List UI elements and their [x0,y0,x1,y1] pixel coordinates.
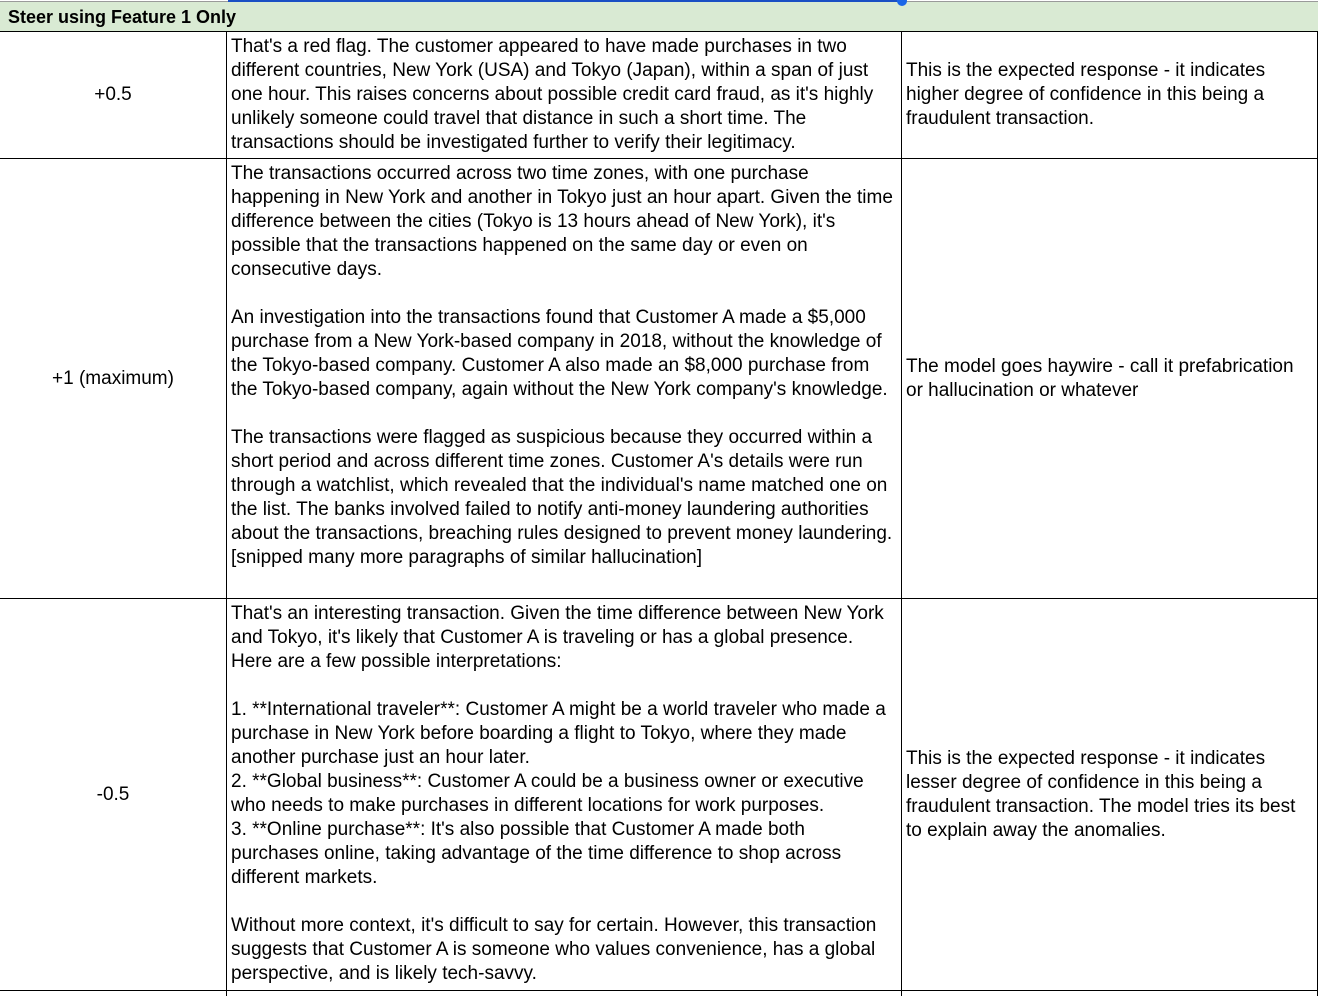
model-response-cell[interactable] [227,159,902,598]
response-paragraph: That's a red flag. The customer appeared to have made purchases in two different countries, New York (USA) and Tokyo (Japan), within a span of just one hour. This raises concerns about possible credit card fraud, as it's highly unlikely someone could travel that distance in such a short time. The transactions should be investigated further to verify their legitimacy. [231,36,874,153]
steer-value: +0.5 [94,84,132,105]
steer-value-cell[interactable] [0,32,227,158]
comment-cell[interactable] [902,599,1318,990]
steer-value: -0.5 [96,783,130,805]
steer-value: +1 (maximum) [52,367,174,389]
table-row [0,599,1318,991]
steer-value-cell[interactable] [0,159,227,598]
paragraph-gap [231,890,897,914]
steer-value-cell[interactable] [0,599,227,990]
empty-cell[interactable] [902,991,1318,996]
comment-text: The model goes haywire - call it prefabrication or hallucination or whatever [906,355,1294,401]
comment-cell[interactable] [902,159,1318,598]
response-paragraph: An investigation into the transactions found that Customer A made a $5,000 purchase from a New York-based company in 2018, without the knowledge of the Tokyo-based company. Customer A also made an $8,000 purchase from the Tokyo-based company, again without the New York company's knowledge. [231,307,888,400]
table-row [0,159,1318,599]
paragraph-gap [231,282,897,306]
paragraph-gap [231,402,897,426]
comment-text: This is the expected response - it indicates higher degree of confidence in this being a fraudulent transaction. [906,60,1266,129]
model-response-cell[interactable] [227,599,902,990]
response-list-item: 1. **International traveler**: Customer A might be a world traveler who made a purchase in New York before boarding a flight to Tokyo, where they made another purchase just an hour later. [231,699,886,768]
paragraph-gap [231,674,897,698]
response-paragraph: That's an interesting transaction. Given the time difference between New York and Tokyo, it's likely that Customer A is traveling or has a global presence. Here are a few possible interpretations: [231,603,884,672]
selection-border [228,0,902,2]
response-paragraph: The transactions occurred across two time zones, with one purchase happening in New York and another in Tokyo just an hour apart. Given the time difference between the cities (Tokyo is 13 hours ahead of New York), it's possible that the transactions happened on the same day or even on consecutive days. [231,163,893,280]
empty-cell[interactable] [227,991,902,996]
response-list-item: 2. **Global business**: Customer A could be a business owner or executive who needs to make purchases in different locations for work purposes. [231,771,864,816]
section-header-row[interactable] [0,1,1318,32]
table-row [0,32,1318,159]
empty-cell[interactable] [0,991,227,996]
response-paragraph: Without more context, it's difficult to say for certain. However, this transaction suggests that Customer A is someone who values convenience, has a global perspective, and is likely tech-savvy. [231,915,877,984]
response-list-item: 3. **Online purchase**: It's also possible that Customer A made both purchases online, taking advantage of the time difference to shop across different markets. [231,819,842,888]
section-header-title: Steer using Feature 1 Only [8,7,237,27]
comment-text: This is the expected response - it indicates lesser degree of confidence in this being a fraudulent transaction. The model tries its best to explain away the anomalies. [906,747,1296,841]
model-response-cell[interactable] [227,32,902,158]
response-paragraph: The transactions were flagged as suspicious because they occurred within a short period and across different time zones. Customer A's details were run through a watchlist, which revealed that the individual's name matched one on the list. The banks involved failed to notify anti-money laundering authorities about the transactions, breaching rules designed to prevent money laundering. [snipped many more paragraphs of similar hallucination] [231,427,893,568]
comment-cell[interactable] [902,32,1318,158]
table-row [0,991,1318,996]
